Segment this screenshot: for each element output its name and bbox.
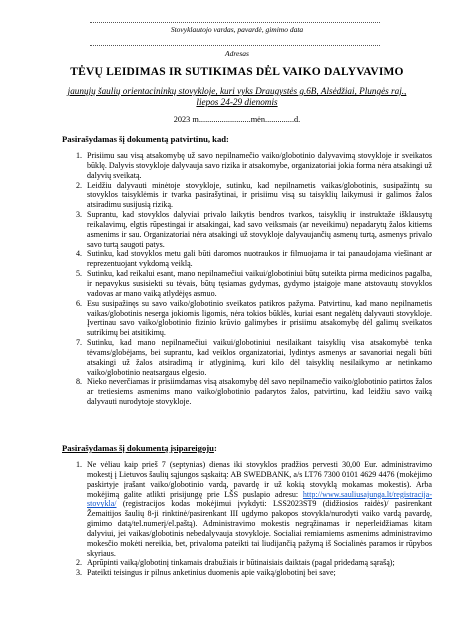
list-item: 7. Sutinku, kad mano nepilnamečiui vaikui/globotiniui nesilaikant taisyklių visa atsakomybė tenka tėvams/globėjams, bei suprantu, kad veiklos organizatoriai, lydintys asmenys ar savanoriai negali būti atsakingi už žalos atsiradimą ir atlyginimą, kuri kilo dėl taisyklių nesilaikymo ar netinkamo vaiko/globotinio neatsargaus elgesio. <box>84 338 432 377</box>
subtitle-line-1: jaunųjų šaulių orientacininkų stovykloje, kuri vyks Draugystės g.6B, Alsėdžiai, Plungės raj., <box>67 86 407 96</box>
addressee-caption: Adresas <box>225 49 249 58</box>
section2-heading-colon: : <box>213 443 217 453</box>
document-title: TĖVŲ LEIDIMAS IR SUTIKIMAS DĖL VAIKO DALYVAVIMO <box>70 66 404 78</box>
subtitle-line-2: liepos 24-29 dienomis <box>196 97 278 107</box>
confirmation-list <box>62 151 432 407</box>
obligation-list <box>62 460 432 578</box>
list-item: 2. Aprūpinti vaiką/globotinį tinkamais drabužiais ir būtinaisiais daiktais (pagal pridedamą sąrašą); <box>84 558 432 568</box>
list-item: 5. Sutinku, kad reikalui esant, mano nepilnamečiui vaikui/globotiniui būtų suteikta pirma medicinos pagalba, ir nepavykus susisiekti su tėvais, būtų tęsiamas gydymas, gydymo įstaigoje mane atstovautų stovyklos vadovas ar mano vaiką atlydėjęs asmuo. <box>84 269 432 299</box>
list-item: 6. Esu susipažinęs su savo vaiko/globotinio sveikatos patikros pažyma. Patvirtinu, kad mano nepilnametis vaikas/globotinis neserga jokiomis ligomis, nėra tokios būklės, kuriai esant negalėtų dalyvauti stovykloje. Įvertinau savo vaiko/globotinio fizinio krūvio galimybes ir prisiimu atsakomybę dėl galimų sveikatos sutrikimų bei atsitikimų. <box>84 299 432 338</box>
list-item: 1. Prisiimu sau visą atsakomybę už savo nepilnamečio vaiko/globotinio dalyvavimą stovykloje ir sveikatos būklę. Dalyvis stovykloje dalyvauja savo rizika ir atsakomybe, organizatoriai jokia forma nėra atsakingi už dalyvių sveikatą. <box>84 151 432 181</box>
list-item: 8. Nieko neverčiamas ir prisiimdamas visą atsakomybę dėl savo nepilnamečio vaiko/globotinio patirtos žalos ar tretiesiems asmenims mano vaiko/globotinio padarytos žalos, patvirtinu, kad leidžiu savo vaiką dalyvauti nurodytoje stovykloje. <box>84 377 432 407</box>
list-item: 4. Sutinku, kad stovyklos metu gali būti daromos nuotraukos ir filmuojama ir tai panaudojama viešinant ar reprezentuojant vykdomą veiklą. <box>84 249 432 269</box>
address-line <box>90 45 380 46</box>
list-item: 3. Pateikti teisingus ir pilnus anketinius duomenis apie vaiką/globotinį bei save; <box>84 568 432 578</box>
camper-name-line <box>90 22 380 23</box>
list-item <box>84 460 432 558</box>
list-item: 2. Leidžiu dalyvauti minėtoje stovykloje, sutinku, kad nepilnametis vaikas/globotinis, susipažintų su stovyklos taisyklėmis ir tvarka pasirašytinai, ir prisiimu visą su taisyklių laikymusi ir galimos žalos atsiradimu susijusią riziką. <box>84 181 432 211</box>
payment-text-continued: (registracijos kodas mokėjimui įvykdyti: LSS2023ST9 (didžiosios raidės)/ pasirenkant Žemaitijos šaulių 8-ji rinktinė/pasirenkant III ugdymo pakopos stovykla/nurodyti vaiko vardą pavardę, gimimo datą/tel.numerį/el.paštą). Administravimo mokestis negrąžinamas ir neperleidžiamas kitam dalyviui, jei vaikas/globotinis nebedalyvauja stovykloje. Socialiai remiamiems asmenims administravimo mokesčio mokėti nereikia, bet, privaloma pateikti tai liudijančią pažymą iš Socialinės paramos ir rūpybos skyriaus. <box>87 499 432 558</box>
camper-caption: Stovyklautojo vardas, pavardė, gimimo data <box>170 25 304 34</box>
section2-heading-text: Pasirašydamas šį dokumentą įsipareigoju <box>62 443 214 453</box>
section1-heading: Pasirašydamas šį dokumentą patvirtinu, kad: <box>62 134 229 144</box>
document-subtitle <box>40 86 434 108</box>
payment-text: Ne vėliau kaip prieš 7 (septynias) dienas iki stovyklos pradžios pervesti 30,00 Eur. administravimo mokestį į Lietuvos šaulių sąjungos sąskaitą: AB SWEDBANK, a/s LT76 7300 0101 4629 4476 (mokėjimo paskirtyje įrašant vaiko/globotinio vardą, pavardę ir už kokią stovyklą mokamas mokestis). Arba mokėjimą galite atlikti prisijungę prie LŠS puslapio adresu: <box>87 460 432 499</box>
registration-link[interactable]: http://www.sauliusajunga.lt/registracija-stovykla/ <box>87 489 432 509</box>
date-line: 2023 m.........................mėn..............d. <box>173 115 301 124</box>
section2-heading <box>62 443 217 453</box>
list-item: 3. Suprantu, kad stovyklos dalyviai privalo laikytis bendros tvarkos, taisyklių ir instruktaže išklausytų reikalavimų, elgtis rūpestingai ir atsakingai, kad savo veiksmais (ar neveikimu) nepadarytų žalos kitiems asmenims ir sau. Organizatoriai nėra atsakingi už stovykloje dalyvaujančių asmenų turtą, asmenys privalo savo turtą saugoti patys. <box>84 210 432 249</box>
